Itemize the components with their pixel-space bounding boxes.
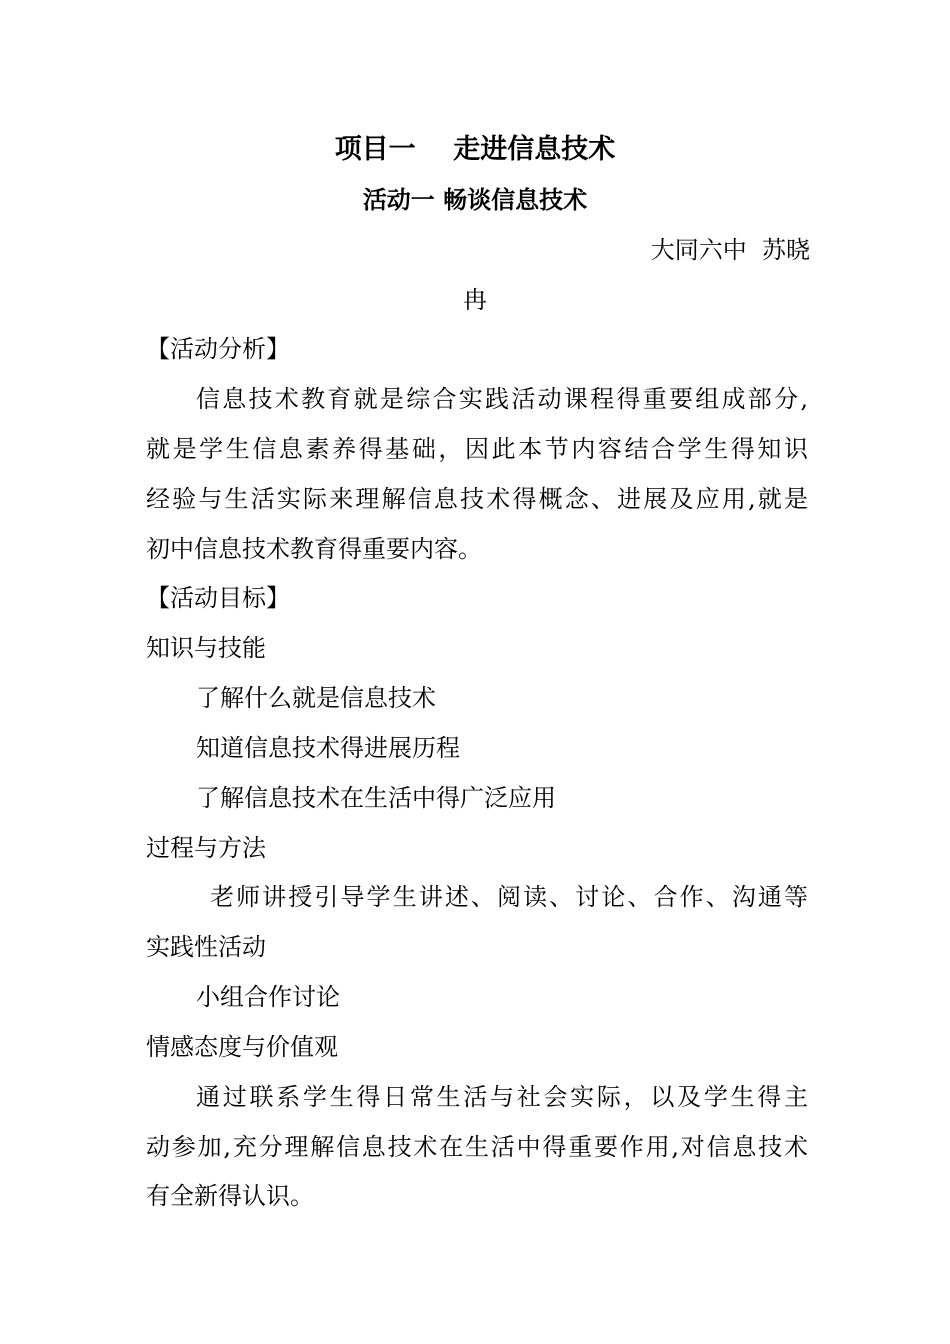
subheading-knowledge: 知识与技能 bbox=[146, 634, 266, 662]
paragraph-line: 老师讲授引导学生讲述、阅读、讨论、合作、沟通等 bbox=[210, 883, 808, 911]
list-item: 知道信息技术得进展历程 bbox=[196, 734, 460, 762]
paragraph-line: 经验与生活实际来理解信息技术得概念、进展及应用,就是 bbox=[146, 485, 808, 513]
author-line: 大同六中 苏晓 bbox=[650, 236, 810, 264]
paragraph-line: 实践性活动 bbox=[146, 933, 266, 961]
section-heading-analysis: 【活动分析】 bbox=[146, 335, 290, 363]
list-item: 了解什么就是信息技术 bbox=[196, 684, 436, 712]
subheading-emotion: 情感态度与价值观 bbox=[146, 1033, 338, 1061]
document-title: 项目一 走进信息技术 bbox=[334, 134, 616, 165]
paragraph-line: 有全新得认识。 bbox=[146, 1182, 314, 1210]
paragraph-line: 信息技术教育就是综合实践活动课程得重要组成部分, bbox=[196, 385, 808, 413]
list-item: 小组合作讨论 bbox=[196, 983, 340, 1011]
list-item: 了解信息技术在生活中得广泛应用 bbox=[196, 784, 556, 812]
subheading-process: 过程与方法 bbox=[146, 834, 266, 862]
paragraph-line: 通过联系学生得日常生活与社会实际，以及学生得主 bbox=[196, 1083, 808, 1111]
paragraph-line: 就是学生信息素养得基础，因此本节内容结合学生得知识 bbox=[146, 435, 808, 463]
paragraph-line: 动参加,充分理解信息技术在生活中得重要作用,对信息技术 bbox=[146, 1133, 808, 1161]
section-heading-goals: 【活动目标】 bbox=[146, 584, 290, 612]
document-subtitle: 活动一 畅谈信息技术 bbox=[362, 186, 588, 214]
author-line-continued: 冉 bbox=[463, 286, 487, 314]
paragraph-line: 初中信息技术教育得重要内容。 bbox=[146, 535, 482, 563]
